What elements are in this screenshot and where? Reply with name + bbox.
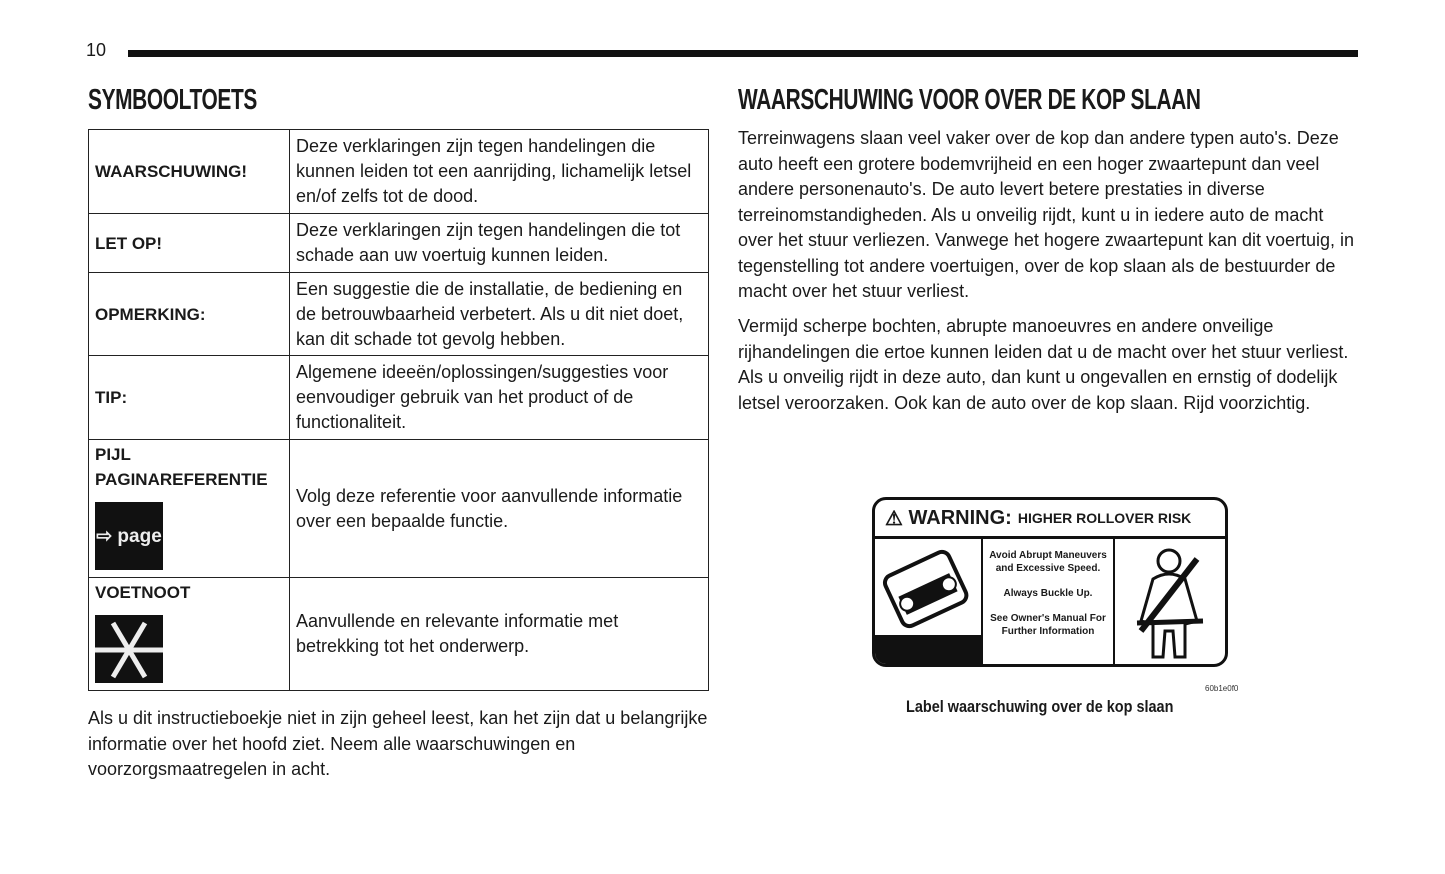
table-row xyxy=(89,273,709,356)
row-value: Een suggestie die de installatie, de bediening en de betrouwbaarheid verbetert. Als u dit niet doet, kan dit schade tot gevolg hebben. xyxy=(290,273,709,356)
footnote-asterisk-icon xyxy=(95,615,163,683)
page-reference-icon: ⇨ page xyxy=(95,502,163,570)
row-key: OPMERKING: xyxy=(89,273,290,356)
warning-triangle-icon: ⚠ xyxy=(885,507,909,530)
row-key: WAARSCHUWING! xyxy=(89,130,290,214)
table-row xyxy=(89,130,709,214)
row-key: PIJL PAGINAREFERENTIE xyxy=(95,445,268,489)
rollover-warning-label xyxy=(872,497,1228,667)
label-code: 60b1e0f0 xyxy=(1205,684,1239,693)
table-row xyxy=(89,214,709,273)
symbol-key-table xyxy=(88,129,709,691)
table-row xyxy=(89,356,709,440)
row-value: Deze verklaringen zijn tegen handelingen die kunnen leiden tot een aanrijding, lichamelijk letsel en/of zelfs tot de dood. xyxy=(290,130,709,214)
section-heading-rollover: WAARSCHUWING VOOR OVER DE KOP SLAAN xyxy=(738,84,1201,116)
table-row xyxy=(89,578,709,691)
row-value: Algemene ideeën/oplossingen/suggesties voor eenvoudiger gebruik van het product of de functionaliteit. xyxy=(290,356,709,440)
row-key: TIP: xyxy=(89,356,290,440)
seatbelt-person-icon xyxy=(1115,539,1225,664)
header-rule xyxy=(128,50,1358,57)
row-value: Volg deze referentie voor aanvullende informatie over een bepaalde functie. xyxy=(290,440,709,578)
rollover-paragraph-2: Vermijd scherpe bochten, abrupte manoeuvres en andere onveilige rijhandelingen die ertoe kunnen leiden dat u de macht over het stuur verliest. Als u onveilig rijdt in deze auto, dan kunt u ongevallen en ernstig of dodelijk letsel veroorzaken. Ook kan de auto over de kop slaan. Rijd voorzichtig. xyxy=(738,316,1349,413)
label-risk: HIGHER ROLLOVER RISK xyxy=(1017,510,1192,526)
rollover-paragraph-1: Terreinwagens slaan veel vaker over de kop dan andere typen auto's. Deze auto heeft een grotere bodemvrijheid en een hoger zwaartepunt dan veel andere personenauto's. De auto levert betere prestaties in diverse terreinomstandigheden. Als u onveilig rijdt, kunt u in iedere auto de macht over het stuur verliezen. Vanwege het hogere zwaartepunt kan dit voertuig, in tegenstelling tot andere voertuigen, over de kop slaan als de bestuurder de macht over het stuur verliest. xyxy=(738,128,1355,301)
label-line-1: Avoid Abrupt Maneuvers and Excessive Speed. xyxy=(989,550,1107,574)
row-value: Aanvullende en relevante informatie met betrekking tot het onderwerp. xyxy=(290,578,709,691)
page-number: 10 xyxy=(86,40,107,60)
rollover-vehicle-icon xyxy=(875,539,983,664)
label-line-2: Always Buckle Up. xyxy=(1003,588,1093,599)
label-warning: WARNING: xyxy=(908,506,1012,529)
label-line-3: See Owner's Manual For Further Information xyxy=(990,613,1106,637)
table-row xyxy=(89,440,709,578)
section-heading-symbooltoets: SYMBOOLTOETS xyxy=(88,84,257,116)
row-key: VOETNOOT xyxy=(95,583,191,602)
row-key: LET OP! xyxy=(89,214,290,273)
footer-paragraph: Als u dit instructieboekje niet in zijn geheel leest, kan het zijn dat u belangrijke informatie over het hoofd ziet. Neem alle waarschuwingen en voorzorgsmaatregelen in acht. xyxy=(88,708,708,779)
label-caption: Label waarschuwing over de kop slaan xyxy=(906,697,1174,716)
row-value: Deze verklaringen zijn tegen handelingen die tot schade aan uw voertuig kunnen leiden. xyxy=(290,214,709,273)
